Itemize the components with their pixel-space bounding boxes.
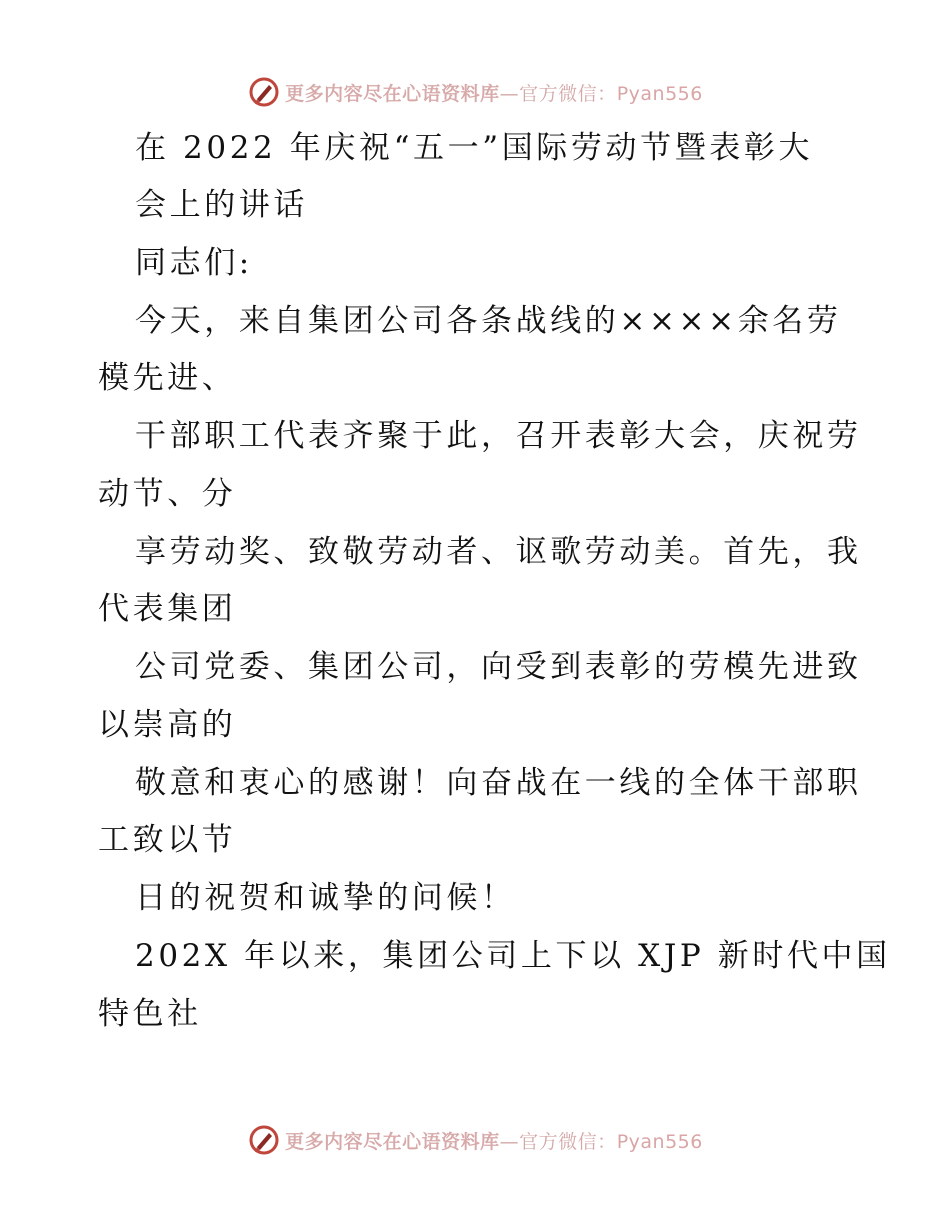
paragraph-line: 干部职工代表齐聚于此，召开表彰大会，庆祝劳	[135, 418, 862, 454]
pen-logo-icon	[247, 1123, 281, 1157]
paragraph-line: 工致以节	[98, 822, 237, 858]
paragraph-line: 202X 年以来，集团公司上下以 XJP 新时代中国	[135, 938, 891, 974]
paragraph-line: 以崇高的	[98, 707, 237, 743]
watermark-wechat-label: 官方微信：	[519, 1130, 617, 1153]
watermark-dash: —	[499, 1130, 520, 1153]
pen-logo-icon	[247, 75, 281, 109]
paragraph-line: 代表集团	[98, 591, 237, 627]
paragraph-line: 敬意和衷心的感谢！向奋战在一线的全体干部职	[135, 765, 862, 801]
title-line-2: 会上的讲话	[135, 187, 308, 223]
paragraph-line: 模先进、	[98, 360, 237, 396]
watermark-text	[285, 1127, 703, 1154]
watermark-wechat-label: 官方微信：	[519, 82, 617, 105]
paragraph-line: 享劳动奖、致敬劳动者、讴歌劳动美。首先，我	[135, 534, 862, 570]
watermark-dash: —	[499, 82, 520, 105]
paragraph-line: 公司党委、集团公司，向受到表彰的劳模先进致	[135, 649, 862, 685]
paragraph-line: 特色社	[98, 996, 202, 1032]
watermark-wechat-id: Pyan556	[616, 1130, 703, 1153]
paragraph-line: 动节、分	[98, 476, 237, 512]
watermark-main: 更多内容尽在心语资料库	[285, 82, 500, 105]
watermark-wechat-id: Pyan556	[616, 82, 703, 105]
watermark-banner-bottom	[0, 1120, 950, 1160]
salutation: 同志们:	[135, 245, 253, 281]
title-line-1: 在 2022 年庆祝“五一”国际劳动节暨表彰大	[135, 130, 814, 166]
watermark-inner	[247, 75, 703, 109]
watermark-banner-top	[0, 72, 950, 112]
paragraph-line: 今天，来自集团公司各条战线的××××余名劳	[135, 303, 842, 339]
paragraph-line: 日的祝贺和诚挚的问候！	[135, 880, 516, 916]
watermark-text	[285, 79, 703, 106]
watermark-inner	[247, 1123, 703, 1157]
watermark-main: 更多内容尽在心语资料库	[285, 1130, 500, 1153]
